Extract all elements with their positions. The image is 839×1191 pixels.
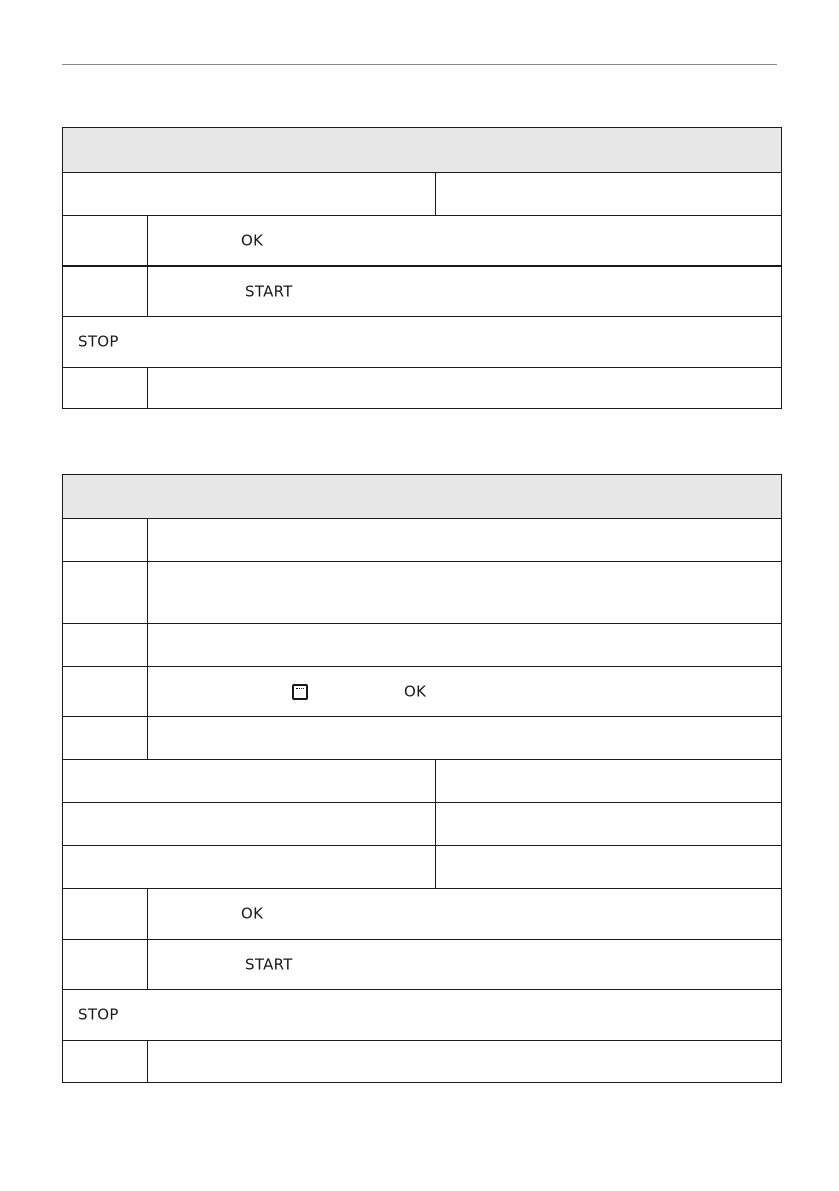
table-cell [436, 760, 781, 802]
table-cell [63, 846, 436, 888]
step-row [63, 623, 781, 666]
note-cell [63, 317, 781, 367]
step-text-cell [148, 940, 781, 989]
table-row [63, 172, 781, 215]
step-cell [63, 267, 148, 316]
instruction-table-1 [62, 127, 782, 409]
step-cell [63, 1041, 148, 1082]
oven-icon [292, 684, 308, 700]
step-text-cell [148, 519, 781, 561]
note-row [63, 989, 781, 1040]
instruction-table-2 [62, 474, 782, 1083]
table-row [63, 845, 781, 888]
step-text-cell [148, 216, 781, 265]
step-text-cell [148, 667, 781, 716]
table-cell [63, 760, 436, 802]
step-cell [63, 519, 148, 561]
step-text-cell [148, 717, 781, 759]
step-cell [63, 216, 148, 265]
ok-key-label: OK [241, 231, 264, 249]
step-text-cell [148, 368, 781, 408]
step-row [63, 666, 781, 716]
step-cell [63, 940, 148, 989]
table-header-row [63, 475, 781, 518]
step-row [63, 265, 781, 316]
step-text-cell [148, 1041, 781, 1082]
step-cell [63, 624, 148, 666]
step-cell [63, 667, 148, 716]
page-top-rule [62, 64, 777, 65]
step-cell [63, 889, 148, 939]
step-row [63, 716, 781, 759]
step-row [63, 367, 781, 408]
table-row [63, 802, 781, 845]
note-row [63, 316, 781, 367]
step-text-cell [148, 562, 781, 623]
table-header-row [63, 128, 781, 172]
step-cell [63, 368, 148, 408]
note-cell [63, 990, 781, 1040]
step-row [63, 939, 781, 989]
ok-key-label: OK [404, 682, 427, 700]
table-cell [436, 846, 781, 888]
step-row [63, 888, 781, 939]
start-key-label: START [245, 282, 293, 300]
step-text-cell [148, 267, 781, 316]
ok-key-label: OK [241, 904, 264, 923]
step-row [63, 1040, 781, 1082]
step-text-cell [148, 889, 781, 939]
step-cell [63, 562, 148, 623]
stop-key-label: STOP [78, 1005, 119, 1024]
stop-key-label: STOP [78, 332, 119, 351]
step-cell [63, 717, 148, 759]
step-text-cell [148, 624, 781, 666]
start-key-label: START [245, 955, 293, 973]
table-row [63, 759, 781, 802]
table-cell [436, 803, 781, 845]
step-row [63, 518, 781, 561]
table-cell [63, 173, 436, 215]
table-cell [436, 173, 781, 215]
step-row [63, 561, 781, 623]
table-cell [63, 803, 436, 845]
step-row [63, 215, 781, 265]
